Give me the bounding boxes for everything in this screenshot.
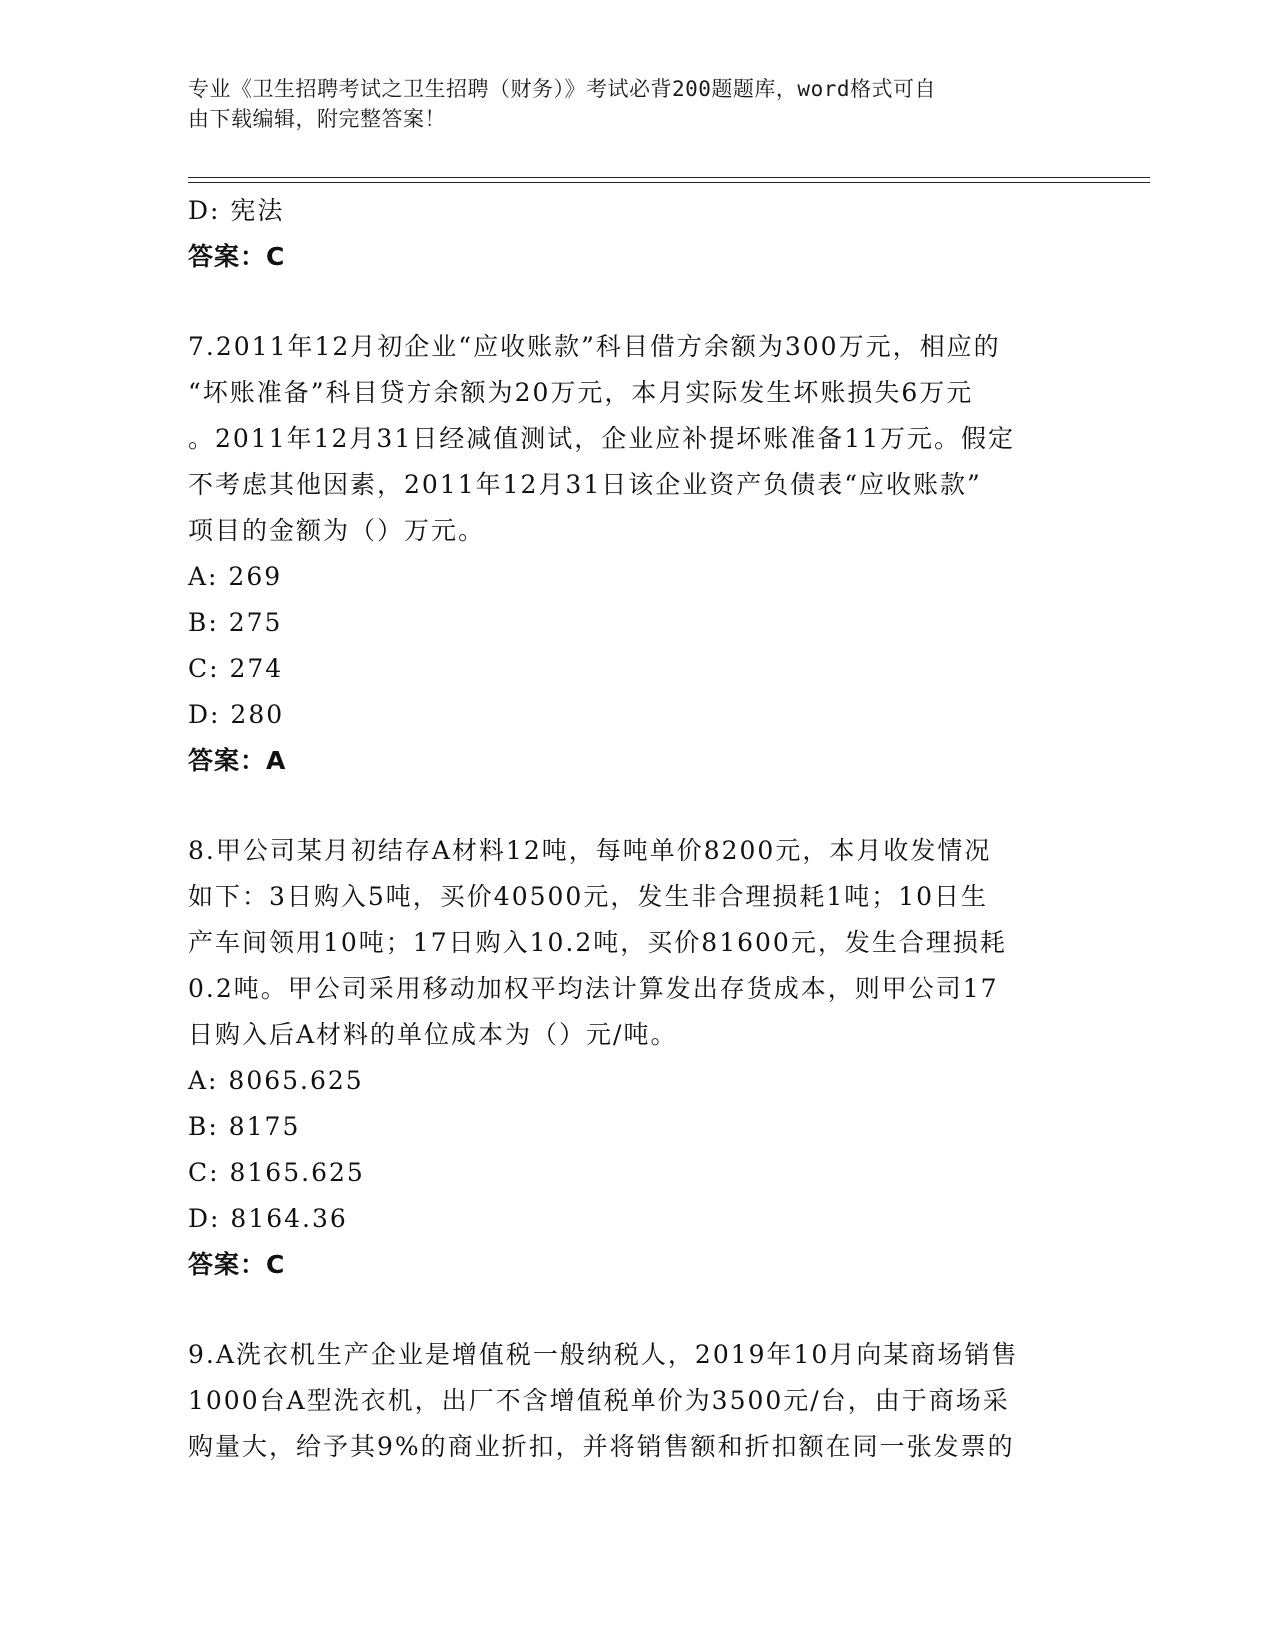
q9-stem-line: 9.A洗衣机生产企业是增值税一般纳税人，2019年10月向某商场销售	[188, 1340, 1019, 1369]
q8-stem-line: 8.甲公司某月初结存A材料12吨，每吨单价8200元，本月收发情况	[188, 836, 992, 865]
header-divider-top	[188, 177, 1150, 178]
q8-answer: 答案：C	[188, 1250, 286, 1279]
q7-option-b: B: 275	[188, 608, 283, 637]
q9-stem-line: 1000台A型洗衣机，出厂不含增值税单价为3500元/台，由于商场采	[188, 1386, 1010, 1415]
question-7	[188, 324, 1088, 784]
q7-stem-line: “坏账准备”科目贷方余额为20万元，本月实际发生坏账损失6万元	[188, 378, 974, 407]
q7-option-c: C: 274	[188, 654, 284, 683]
q8-stem-line: 0.2吨。甲公司采用移动加权平均法计算发出存货成本，则甲公司17	[188, 974, 999, 1003]
document-header	[188, 74, 1068, 134]
document-body	[188, 188, 1088, 1470]
question-6-tail	[188, 188, 1088, 280]
q7-answer: 答案：A	[188, 746, 287, 775]
q6-answer: 答案：C	[188, 242, 286, 271]
q9-stem-line: 购量大，给予其9%的商业折扣，并将销售额和折扣额在同一张发票的	[188, 1432, 1015, 1461]
q7-stem-line: 不考虑其他因素，2011年12月31日该企业资产负债表“应收账款”	[188, 470, 982, 499]
q7-option-a: A: 269	[188, 562, 283, 591]
q8-stem-line: 产车间领用10吨；17日购入10.2吨，买价81600元，发生合理损耗	[188, 928, 1007, 957]
header-divider-bottom	[188, 182, 1150, 183]
header-line-1: 专业《卫生招聘考试之卫生招聘（财务）》考试必背200题题库，word格式可自	[188, 77, 936, 101]
header-line-2: 由下载编辑，附完整答案！	[188, 107, 446, 131]
q7-stem-line: 。2011年12月31日经减值测试，企业应补提坏账准备11万元。假定	[188, 424, 1016, 453]
q7-option-d: D: 280	[188, 700, 285, 729]
q8-option-c: C: 8165.625	[188, 1158, 365, 1187]
question-9	[188, 1332, 1088, 1470]
q6-option-d: D: 宪法	[188, 196, 285, 225]
q7-stem-line: 项目的金额为（）万元。	[188, 516, 486, 545]
q8-option-d: D: 8164.36	[188, 1204, 348, 1233]
question-8	[188, 828, 1088, 1288]
q8-stem-line: 如下：3日购入5吨，买价40500元，发生非合理损耗1吨；10日生	[188, 882, 989, 911]
q8-option-b: B: 8175	[188, 1112, 301, 1141]
q8-stem-line: 日购入后A材料的单位成本为（）元/吨。	[188, 1020, 678, 1049]
q8-option-a: A: 8065.625	[188, 1066, 364, 1095]
q7-stem-line: 7.2011年12月初企业“应收账款”科目借方余额为300万元，相应的	[188, 332, 1001, 361]
